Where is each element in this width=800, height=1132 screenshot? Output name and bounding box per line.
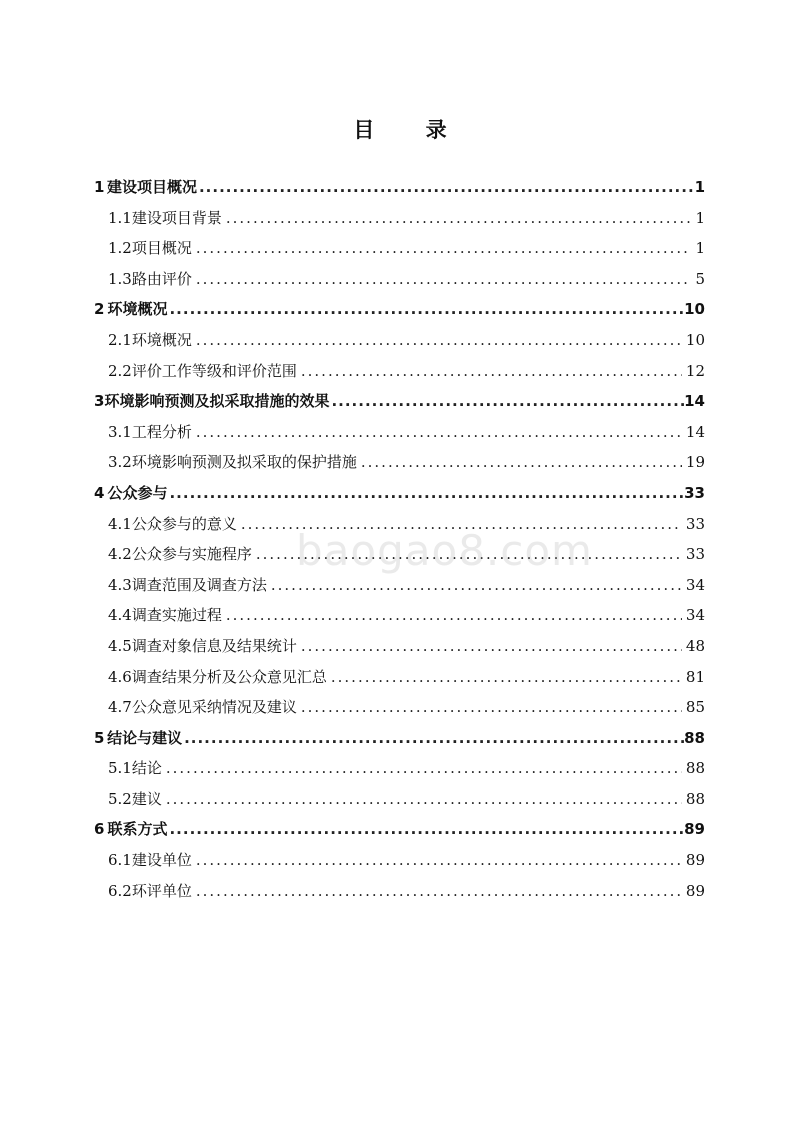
toc-number: 5 — [94, 728, 105, 747]
toc-entry[interactable] — [94, 818, 705, 849]
toc-number: 1 — [94, 178, 105, 196]
toc-entry[interactable] — [94, 757, 705, 788]
toc-number: 4.6 — [108, 667, 132, 686]
toc-entry[interactable] — [94, 635, 705, 666]
toc-number: 4.5 — [108, 636, 132, 655]
toc-entry[interactable] — [94, 666, 705, 697]
toc-page: 88 — [685, 789, 705, 808]
toc-number: 3.2 — [108, 453, 132, 472]
toc-leader — [256, 545, 682, 563]
toc-title: 项目概况 — [131, 239, 192, 258]
toc-leader — [301, 698, 682, 716]
toc-page: 12 — [685, 361, 705, 380]
toc-leader — [196, 423, 682, 441]
toc-title: 结论与建议 — [107, 728, 183, 747]
toc-title: 联系方式 — [107, 820, 168, 839]
toc-leader — [196, 331, 682, 349]
toc-number: 1.2 — [108, 239, 132, 258]
toc-entry[interactable] — [94, 727, 705, 758]
toc-entry[interactable] — [94, 451, 705, 482]
toc-leader — [271, 576, 682, 594]
toc-number: 6 — [94, 820, 105, 839]
toc-leader — [166, 759, 682, 777]
toc-number: 6.1 — [108, 851, 132, 870]
toc-number: 5.2 — [108, 789, 132, 808]
toc-title: 环境影响预测及拟采取的保护措施 — [131, 453, 357, 472]
toc-page: 33 — [685, 545, 705, 564]
toc-entry[interactable] — [94, 788, 705, 819]
toc-page: 1 — [694, 178, 705, 196]
toc-entry[interactable] — [94, 849, 705, 880]
toc-leader — [196, 270, 691, 288]
toc-leader — [226, 209, 691, 227]
toc-entry[interactable] — [94, 604, 705, 635]
toc-leader — [241, 515, 682, 533]
toc-entry[interactable] — [94, 268, 705, 299]
toc-page: 33 — [685, 514, 705, 533]
toc-page: 85 — [685, 698, 705, 717]
toc-leader — [166, 790, 682, 808]
toc-number: 3 — [94, 392, 105, 411]
toc-title: 调查范围及调查方法 — [131, 575, 267, 594]
toc-title: 调查对象信息及结果统计 — [131, 636, 297, 655]
toc-entry[interactable] — [94, 176, 705, 207]
toc-page: 14 — [685, 422, 705, 441]
toc-title: 公众意见采纳情况及建议 — [131, 698, 297, 717]
toc-leader — [196, 239, 691, 257]
watermark: baogao8.com — [296, 526, 593, 575]
toc-number: 4.7 — [108, 698, 132, 717]
toc-title: 建议 — [131, 789, 162, 808]
toc-title: 环评单位 — [131, 881, 192, 900]
toc-number: 4.4 — [108, 606, 132, 625]
toc-number: 4 — [94, 483, 105, 502]
toc-leader — [361, 453, 682, 471]
toc-title: 环境概况 — [107, 300, 168, 319]
toc-title: 评价工作等级和评价范围 — [131, 361, 297, 380]
toc-leader — [301, 362, 682, 380]
toc-leader — [196, 851, 682, 869]
toc-leader — [331, 392, 684, 410]
toc-entry[interactable] — [94, 543, 705, 574]
toc-leader — [169, 300, 684, 318]
toc-page: 19 — [685, 453, 705, 472]
toc-page: 89 — [685, 881, 705, 900]
toc-page: 89 — [684, 820, 705, 839]
toc-leader — [184, 729, 684, 747]
toc-title: 调查实施过程 — [131, 606, 222, 625]
toc-entry[interactable] — [94, 329, 705, 360]
table-of-contents — [94, 176, 705, 910]
toc-page: 10 — [685, 330, 705, 349]
toc-entry[interactable] — [94, 513, 705, 544]
toc-page: 1 — [695, 239, 705, 258]
toc-leader — [301, 637, 682, 655]
toc-page: 10 — [684, 300, 705, 319]
toc-title: 建设项目概况 — [106, 178, 197, 196]
toc-page: 34 — [685, 575, 705, 594]
toc-leader — [169, 820, 684, 838]
toc-page: 14 — [684, 392, 705, 411]
toc-entry[interactable] — [94, 298, 705, 329]
toc-title: 公众参与实施程序 — [131, 545, 252, 564]
toc-title: 建设单位 — [131, 851, 192, 870]
toc-number: 1.1 — [108, 208, 132, 227]
toc-leader — [331, 668, 682, 686]
toc-page: 34 — [685, 606, 705, 625]
toc-title: 结论 — [131, 759, 162, 778]
toc-number: 2.1 — [108, 330, 132, 349]
toc-entry[interactable] — [94, 207, 705, 238]
toc-entry[interactable] — [94, 696, 705, 727]
toc-number: 2.2 — [108, 361, 132, 380]
toc-leader — [169, 484, 684, 502]
toc-number: 4.2 — [108, 545, 132, 564]
toc-entry[interactable] — [94, 574, 705, 605]
toc-title: 公众参与 — [107, 483, 168, 502]
toc-leader — [226, 606, 682, 624]
toc-page: 88 — [685, 759, 705, 778]
toc-number: 1.3 — [108, 269, 132, 288]
page-title: 目 录 — [353, 117, 469, 142]
toc-page: 33 — [684, 483, 705, 502]
toc-leader — [196, 882, 682, 900]
toc-number: 4.3 — [108, 575, 132, 594]
toc-page: 89 — [685, 851, 705, 870]
toc-page: 88 — [684, 728, 705, 747]
toc-title: 环境概况 — [131, 330, 192, 349]
toc-entry[interactable] — [94, 880, 705, 911]
toc-page: 5 — [695, 269, 705, 288]
toc-title: 建设项目背景 — [131, 208, 222, 227]
toc-title: 路由评价 — [131, 269, 192, 288]
toc-entry[interactable] — [94, 237, 705, 268]
toc-page: 1 — [695, 208, 705, 227]
toc-page: 81 — [685, 667, 705, 686]
toc-entry[interactable] — [94, 421, 705, 452]
toc-leader — [199, 178, 695, 196]
toc-number: 5.1 — [108, 759, 132, 778]
toc-number: 3.1 — [108, 422, 132, 441]
toc-entry[interactable] — [94, 390, 705, 421]
toc-title: 环境影响预测及拟采取措施的效果 — [104, 392, 330, 411]
toc-entry[interactable] — [94, 482, 705, 513]
toc-entry[interactable] — [94, 360, 705, 391]
toc-page: 48 — [685, 636, 705, 655]
toc-number: 4.1 — [108, 514, 132, 533]
toc-title: 工程分析 — [131, 422, 192, 441]
toc-number: 6.2 — [108, 881, 132, 900]
toc-title: 公众参与的意义 — [131, 514, 237, 533]
toc-number: 2 — [94, 300, 105, 319]
toc-title: 调查结果分析及公众意见汇总 — [131, 667, 327, 686]
